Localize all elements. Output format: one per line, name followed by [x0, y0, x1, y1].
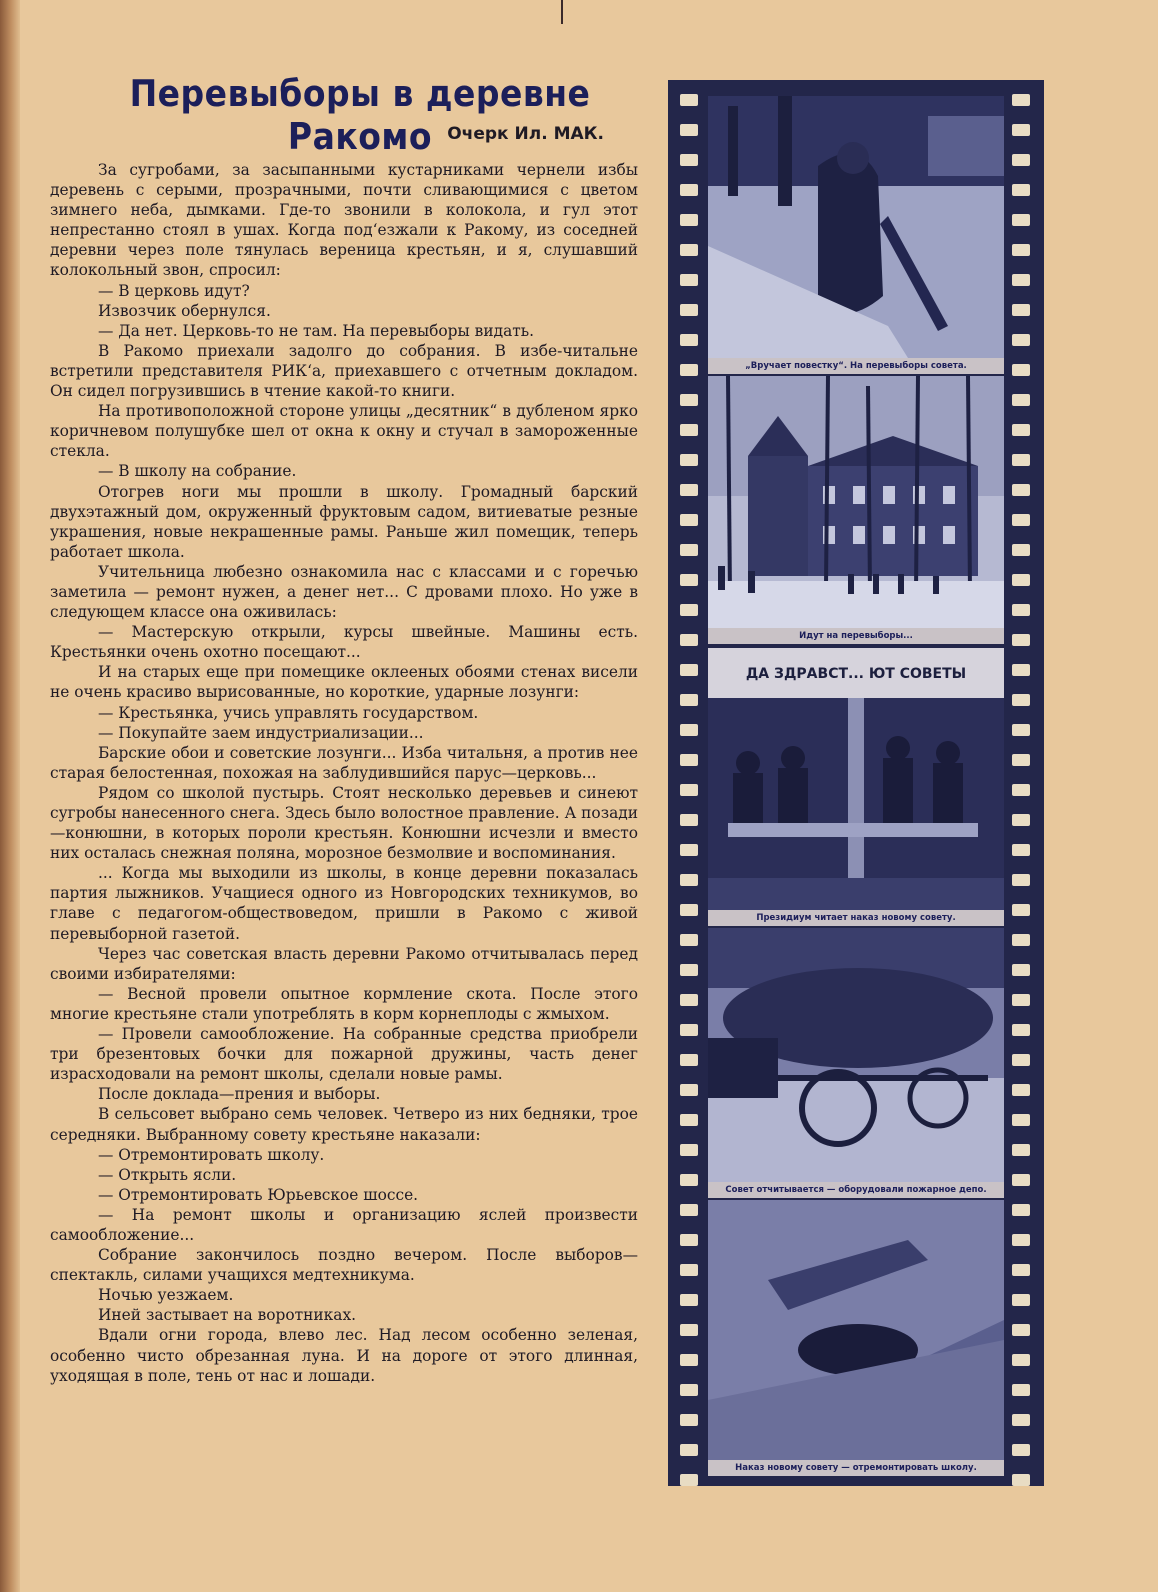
film-sprocket-hole: [680, 154, 698, 166]
film-sprocket-hole: [680, 1204, 698, 1216]
film-sprocket-hole: [680, 1444, 698, 1456]
article-paragraph: — Провели самообложение. На собранные средства приобрели три брезентовых бочки для пожарной дружины, часть денег израсходовали на ремонт школы, сделали новые рамы.: [50, 1025, 638, 1084]
film-sprocket-hole: [680, 484, 698, 496]
photo-school-building: [708, 376, 1004, 628]
film-sprocket-hole: [680, 1474, 698, 1486]
film-sprocket-column-left: [676, 80, 704, 1486]
film-sprocket-hole: [1012, 274, 1030, 286]
film-sprocket-hole: [680, 1054, 698, 1066]
article-paragraph: Собрание закончилось поздно вечером. После выборов—спектакль, силами учащихся медтехникума.: [50, 1246, 638, 1285]
photo-caption: Совет отчитывается — оборудовали пожарное депо.: [708, 1182, 1004, 1198]
film-sprocket-hole: [1012, 604, 1030, 616]
page-edge: [0, 0, 20, 1592]
film-sprocket-hole: [1012, 874, 1030, 886]
film-sprocket-hole: [680, 724, 698, 736]
film-sprocket-hole: [1012, 844, 1030, 856]
film-sprocket-hole: [680, 934, 698, 946]
film-sprocket-hole: [1012, 1294, 1030, 1306]
article-paragraph: Учительница любезно ознакомила нас с классами и с горечью заметила — ремонт нужен, а денег нет... С дровами плохо. Но уже в следующем классе она оживилась:: [50, 562, 638, 622]
film-sprocket-hole: [680, 184, 698, 196]
film-sprocket-hole: [680, 1084, 698, 1096]
film-sprocket-hole: [1012, 1234, 1030, 1246]
film-sprocket-hole: [680, 694, 698, 706]
film-sprocket-hole: [1012, 1354, 1030, 1366]
film-sprocket-hole: [1012, 1054, 1030, 1066]
photo-school-repair: [708, 1200, 1004, 1460]
film-sprocket-hole: [680, 1144, 698, 1156]
film-sprocket-hole: [680, 604, 698, 616]
article-paragraph: И на старых еще при помещике оклееных обоями стенах висели не очень красиво вырисованные, но короткие, ударные лозунги:: [50, 663, 638, 702]
article-paragraph: Барские обои и советские лозунги... Изба читальня, а против нее старая белостенная, похожая на заблудившийся парус—церковь...: [50, 743, 638, 782]
article-paragraph: — Отремонтировать Юрьевское шоссе.: [98, 1185, 419, 1204]
article-paragraph: — На ремонт школы и организацию яслей произвести самообложение...: [50, 1205, 638, 1244]
film-sprocket-hole: [1012, 184, 1030, 196]
film-sprocket-hole: [680, 814, 698, 826]
photo-caption: Идут на перевыборы...: [708, 628, 1004, 644]
film-sprocket-hole: [680, 664, 698, 676]
film-sprocket-hole: [680, 1174, 698, 1186]
film-sprocket-hole: [1012, 94, 1030, 106]
film-sprocket-hole: [1012, 934, 1030, 946]
film-sprocket-hole: [680, 214, 698, 226]
film-sprocket-hole: [680, 1384, 698, 1396]
photo-caption: „Вручает повестку“. На перевыборы совета.: [708, 358, 1004, 374]
film-sprocket-hole: [1012, 964, 1030, 976]
film-sprocket-hole: [1012, 1414, 1030, 1426]
film-sprocket-hole: [1012, 394, 1030, 406]
film-sprocket-hole: [1012, 664, 1030, 676]
film-sprocket-hole: [1012, 574, 1030, 586]
film-sprocket-hole: [680, 1324, 698, 1336]
article-paragraph: Извозчик обернулся.: [98, 301, 271, 320]
film-sprocket-hole: [680, 514, 698, 526]
film-sprocket-hole: [680, 784, 698, 796]
film-sprocket-hole: [1012, 304, 1030, 316]
film-sprocket-hole: [1012, 1264, 1030, 1276]
article-paragraph: — Покупайте заем индустриализации...: [98, 723, 424, 742]
article-paragraph: — Крестьянка, учись управлять государством.: [98, 703, 479, 722]
article-paragraph: ... Когда мы выходили из школы, в конце деревни показалась партия лыжников. Учащиеся одного из Новгородских техникумов, во главе с педагогом-обществоведом, пришли в Ракомо с живой перевыборной газетой.: [50, 864, 638, 943]
film-sprocket-hole: [1012, 514, 1030, 526]
film-sprocket-hole: [1012, 1384, 1030, 1396]
film-sprocket-hole: [1012, 1024, 1030, 1036]
article-paragraph: — Мастерскую открыли, курсы швейные. Машины есть. Крестьянки очень охотно посещают...: [50, 623, 638, 662]
article-paragraph: Через час советская власть деревни Ракомо отчитывалась перед своими избирателями:: [50, 944, 638, 983]
film-sprocket-hole: [1012, 994, 1030, 1006]
film-sprocket-hole: [680, 424, 698, 436]
film-sprocket-hole: [1012, 124, 1030, 136]
film-sprocket-hole: [1012, 694, 1030, 706]
film-sprocket-hole: [1012, 154, 1030, 166]
film-sprocket-hole: [680, 634, 698, 646]
page-crease-mark: [561, 0, 563, 24]
film-sprocket-hole: [680, 364, 698, 376]
film-sprocket-hole: [1012, 1474, 1030, 1486]
film-sprocket-hole: [1012, 1324, 1030, 1336]
film-sprocket-hole: [1012, 814, 1030, 826]
article-paragraph: Рядом со школой пустырь. Стоят несколько деревьев и синеют сугробы нанесенного снега. Здесь было волостное правление. А позади—конюшни, в которых пороли крестьян. Конюшни исчезли и вместо них осталась снежная поляна, морозное безмолвие и воспоминания.: [50, 783, 638, 863]
film-sprocket-hole: [1012, 1144, 1030, 1156]
film-sprocket-column-right: [1008, 80, 1036, 1486]
film-sprocket-hole: [680, 574, 698, 586]
film-sprocket-hole: [1012, 1204, 1030, 1216]
article-paragraph: — Отремонтировать школу.: [98, 1145, 325, 1164]
film-sprocket-hole: [1012, 454, 1030, 466]
photo-fire-barrel-cart: [708, 928, 1004, 1182]
film-sprocket-hole: [1012, 634, 1030, 646]
article-paragraph: Отогрев ноги мы прошли в школу. Громадный барский двухэтажный дом, окруженный фруктовым садом, витиеватые резные украшения, новые некрашенные рамы. Раньше жил помещик, теперь работает школа.: [50, 482, 638, 561]
film-sprocket-hole: [1012, 754, 1030, 766]
film-sprocket-hole: [1012, 544, 1030, 556]
article-paragraph: Ночью уезжаем.: [98, 1286, 234, 1305]
article-paragraph: На противоположной стороне улицы „десятник“ в дубленом ярко коричневом полушубке шел от окна к окну и стучал в замороженные стекла.: [50, 402, 638, 461]
film-sprocket-hole: [680, 1354, 698, 1366]
film-sprocket-hole: [680, 994, 698, 1006]
film-sprocket-hole: [1012, 364, 1030, 376]
film-sprocket-hole: [680, 454, 698, 466]
article-paragraph: — В школу на собрание.: [98, 462, 297, 481]
film-sprocket-hole: [1012, 424, 1030, 436]
film-sprocket-hole: [680, 1114, 698, 1126]
film-sprocket-hole: [1012, 484, 1030, 496]
photo-villager-summons: [708, 96, 1004, 358]
film-sprocket-hole: [680, 1414, 698, 1426]
film-sprocket-hole: [1012, 1174, 1030, 1186]
film-sprocket-hole: [680, 1234, 698, 1246]
film-sprocket-hole: [680, 244, 698, 256]
film-sprocket-hole: [1012, 244, 1030, 256]
article-paragraph: За сугробами, за засыпанными кустарниками чернели избы деревень с серыми, прозрачными, почти сливающимися с цветом зимнего неба, дымками. Где-то звонили в колокола, и гул этот непрестанно стоял в ушах. Когда под‘езжали к Ракому, из соседней деревни через поле тянулась вереница крестьян, и я, слушавший колокольный звон, спросил:: [50, 161, 638, 280]
article-title: Перевыборы в деревне Ракомо: [129, 72, 591, 158]
film-sprocket-hole: [680, 94, 698, 106]
article-paragraph: После доклада—прения и выборы.: [98, 1085, 381, 1104]
film-sprocket-hole: [1012, 784, 1030, 796]
photo-caption: Президиум читает наказ новому совету.: [708, 910, 1004, 926]
film-sprocket-hole: [1012, 1444, 1030, 1456]
article-paragraph: — Да нет. Церковь-то не там. На перевыборы видать.: [98, 321, 535, 340]
film-sprocket-hole: [680, 1264, 698, 1276]
film-sprocket-hole: [680, 1024, 698, 1036]
photo-filmstrip: [668, 80, 1044, 1486]
banner-slogan: ДА ЗДРАВСТ... ЮТ СОВЕТЫ: [745, 666, 967, 682]
film-sprocket-hole: [680, 1294, 698, 1306]
film-sprocket-hole: [1012, 904, 1030, 916]
photo-caption: Наказ новому совету — отремонтировать школу.: [708, 1460, 1004, 1476]
article-paragraph: — Весной провели опытное кормление скота. После этого многие крестьяне стали употреблять в корм корнеплоды с жмыхом.: [50, 984, 638, 1023]
article-body: [50, 160, 638, 1386]
film-sprocket-hole: [1012, 334, 1030, 346]
article-byline: Очерк Ил. МАК.: [447, 124, 604, 144]
film-sprocket-hole: [1012, 214, 1030, 226]
film-sprocket-hole: [680, 904, 698, 916]
film-sprocket-hole: [1012, 1114, 1030, 1126]
article-paragraph: В Ракомо приехали задолго до собрания. В избе-читальне встретили представителя РИК‘а, приехавшего с отчетным докладом. Он сидел погрузившись в чтение какой-то книги.: [50, 341, 638, 401]
article-paragraph: Вдали огни города, влево лес. Над лесом особенно зеленая, особенно чисто обрезанная луна. И на дороге от этого длинная, уходящая в поле, тень от нас и лошади.: [50, 1326, 638, 1385]
film-sprocket-hole: [1012, 724, 1030, 736]
film-sprocket-hole: [680, 334, 698, 346]
photo-presidium-meeting: [708, 648, 1004, 910]
film-sprocket-hole: [1012, 1084, 1030, 1096]
film-sprocket-hole: [680, 754, 698, 766]
article-paragraph: Иней застывает на воротниках.: [98, 1306, 357, 1325]
film-sprocket-hole: [680, 964, 698, 976]
film-sprocket-hole: [680, 274, 698, 286]
film-sprocket-hole: [680, 844, 698, 856]
film-sprocket-hole: [680, 394, 698, 406]
film-sprocket-hole: [680, 544, 698, 556]
article-paragraph: В сельсовет выбрано семь человек. Четверо из них бедняки, трое середняки. Выбранному совету крестьяне наказали:: [50, 1105, 638, 1144]
article-paragraph: — Открыть ясли.: [98, 1165, 237, 1184]
article-paragraph: — В церковь идут?: [98, 281, 250, 300]
film-sprocket-hole: [680, 874, 698, 886]
film-sprocket-hole: [680, 304, 698, 316]
film-sprocket-hole: [680, 124, 698, 136]
